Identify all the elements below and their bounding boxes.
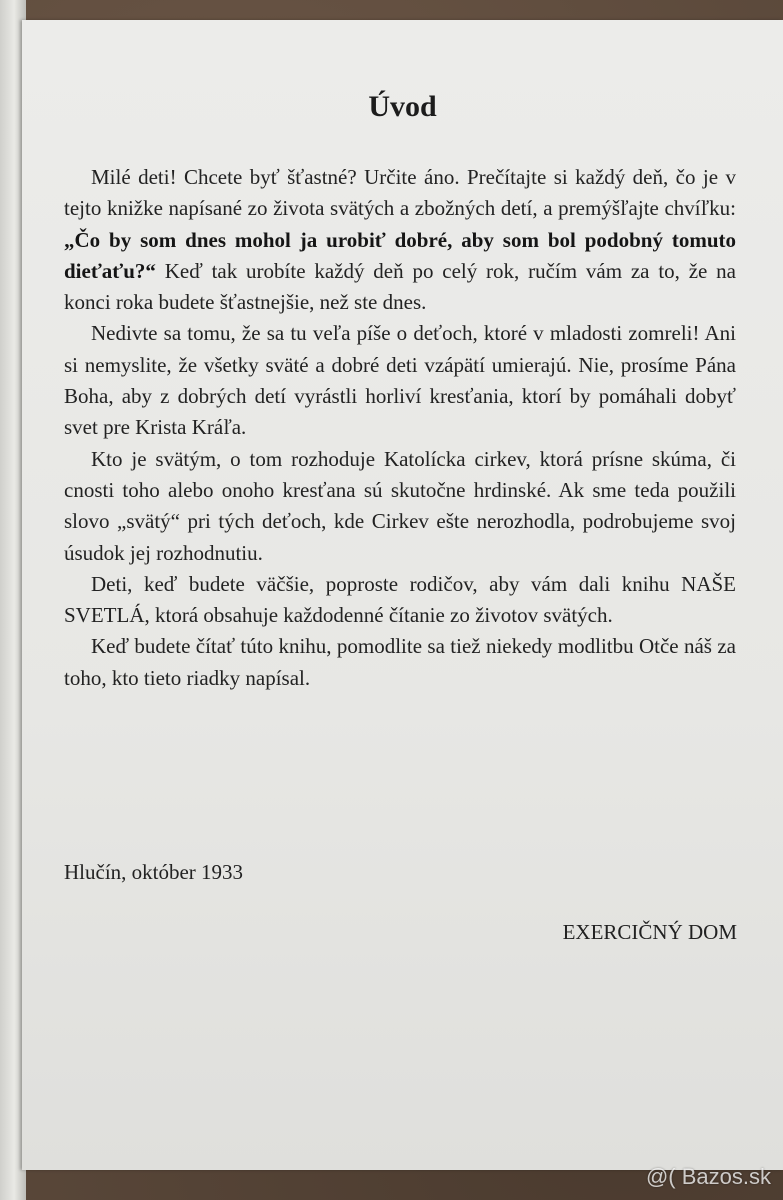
- paragraph-2: Nedivte sa tomu, že sa tu veľa píše o deťoch, ktoré v mladosti zomreli! Ani si nemyslite, že všetky sväté a dobré deti vzápätí umierajú. Nie, prosíme Pána Boha, aby z dobrých detí vyrástli horliví kresťania, ktorí by pomáhali dobyť svet pre Krista Kráľa.: [64, 321, 736, 440]
- paragraph-1-bold-quote: „Čo by som dnes mohol ja urobiť dobré, aby som bol podobný tomuto dieťaťu?“: [64, 227, 736, 283]
- paragraph-1: [64, 162, 736, 318]
- paragraph-5: Keď budete čítať túto knihu, pomodlite sa tiež niekedy modlitbu Otče náš za toho, kto tieto riadky napísal.: [64, 634, 736, 690]
- place-date: Hlučín, október 1933: [64, 860, 244, 884]
- page-title: Úvod: [368, 90, 437, 123]
- paragraph-4: Deti, keď budete väčšie, poproste rodičov, aby vám dali knihu NAŠE SVETLÁ, ktorá obsahuje každodenné čítanie zo životov svätých.: [64, 571, 736, 628]
- body-text: [64, 162, 736, 694]
- watermark: @( Bazos.sk: [645, 1164, 771, 1189]
- signature: EXERCIČNÝ DOM: [562, 920, 737, 944]
- paragraph-1-pre: Milé deti! Chcete byť šťastné? Určite áno. Prečítajte si každý deň, čo je v tejto knižke napísané zo života svätých a zbožných detí, a premýšľajte chvíľku:: [64, 165, 736, 221]
- book-page: [22, 20, 783, 1170]
- paragraph-1-post: Keď tak urobíte každý deň po celý rok, ručím vám za to, že na konci roka budete šťastnejšie, než ste dnes.: [64, 258, 736, 315]
- paragraph-3: Kto je svätým, o tom rozhoduje Katolícka cirkev, ktorá prísne skúma, či cnosti toho alebo onoho kresťana sú skutočne hrdinské. Ak sme teda použili slovo „svätý“ pri tých deťoch, kde Cirkev ešte nerozhodla, podrobujeme svoj úsudok jej rozhodnutiu.: [64, 446, 736, 565]
